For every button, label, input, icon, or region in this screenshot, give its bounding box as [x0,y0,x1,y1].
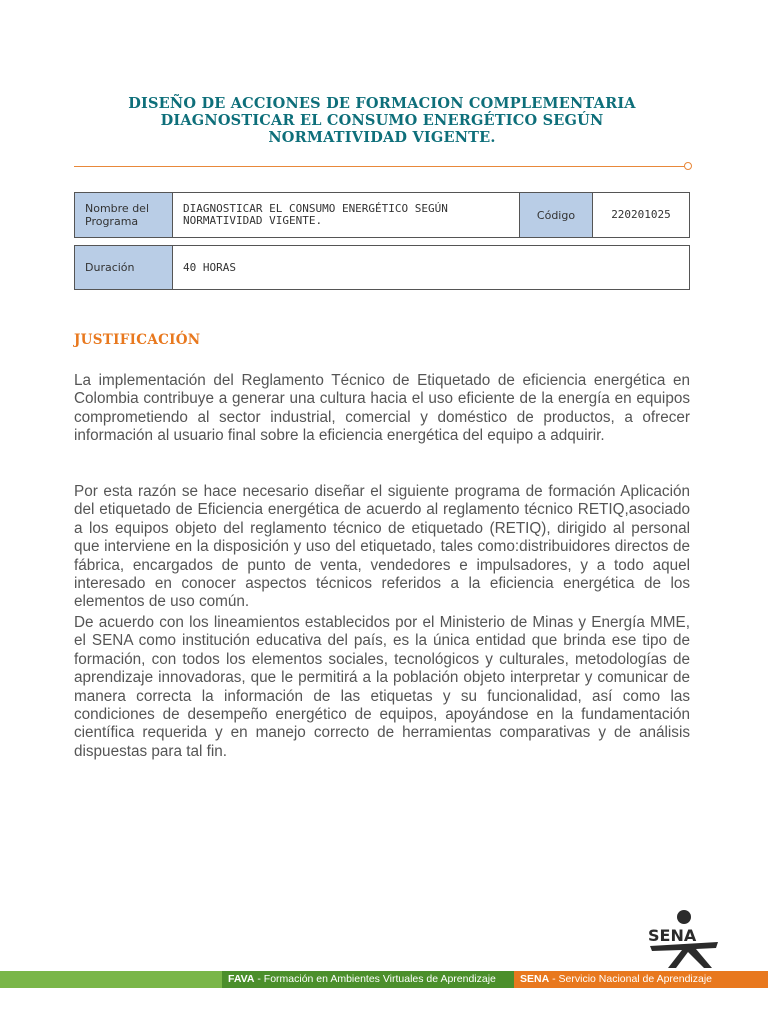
divider-end-dot [684,162,692,170]
justification-paragraph-1: La implementación del Reglamento Técnico de Etiquetado de eficiencia energética en Colombia contribuye a generar una cultura hacia el uso eficiente de la energía en equipos comprometiendo al sector industrial, comercial y doméstico de productos, a ofrecer información al usuario final sobre la eficiencia energética del equipo a adquirir. [74,372,690,445]
title-line-3: NORMATIVIDAD VIGENTE. [268,129,496,146]
justification-paragraph-2: Por esta razón se hace necesario diseñar el siguiente programa de formación Aplicación del etiquetado de Eficiencia energética de acuerdo al reglamento técnico RETIQ,asociado a los equipos objeto del reglamento técnico de etiquetado (RETIQ), dirigido al personal que interviene en la disposición y uso del etiquetado, tales como:distribuidores directos de fábrica, encargados de punto de venta, vendedores e impulsadores, y a todo aquel interesado en conocer aspectos técnicos referidos a la eficiencia energética de los elementos de uso común. [74,483,690,611]
sena-description: - Servicio Nacional de Aprendizaje [549,973,713,985]
program-name-value: DIAGNOSTICAR EL CONSUMO ENERGÉTICO SEGÚN NORMATIVIDAD VIGENTE. [173,193,520,238]
sena-footer-text [520,971,712,988]
footer-bar [0,971,768,988]
sena-logo-icon [646,908,724,970]
duration-label: Duración [75,246,173,290]
logo-wordmark: SENA [648,926,697,945]
fava-description: - Formación en Ambientes Virtuales de Aprendizaje [254,973,496,985]
justification-heading: JUSTIFICACIÓN [74,332,201,348]
title-line-1: DISEÑO DE ACCIONES DE FORMACION COMPLEMENTARIA [128,95,636,112]
program-name-label: Nombre del Programa [75,193,173,238]
justification-paragraph-3: De acuerdo con los lineamientos establecidos por el Ministerio de Minas y Energía MME, el SENA como institución educativa del país, es la única entidad que brinda ese tipo de formación, con todos los elementos sociales, tecnológicos y culturales, metodologías de aprendizaje innovadoras, que le permitirá a la población objeto interpretar y comunicar de manera correcta la información de las etiquetas y su funcionalidad, así como las condiciones de desempeño energético de equipos, apoyándose en la fundamentación científica requerida y en manejo correcto de herramientas comparativas y de análisis dispuestas para tal fin. [74,614,690,760]
logo-head-icon [677,910,691,924]
document-title [74,95,690,146]
program-code-value: 220201025 [593,193,690,238]
duration-table [74,245,690,290]
program-code-label: Código [520,193,593,238]
program-info-table [74,192,690,238]
duration-value: 40 HORAS [173,246,690,290]
fava-footer-text [228,971,496,988]
title-line-2: DIAGNOSTICAR EL CONSUMO ENERGÉTICO SEGÚN [160,112,604,129]
table-row [75,246,690,290]
logo-figure-icon [650,942,718,968]
title-divider [74,166,685,167]
table-row [75,193,690,238]
fava-abbr: FAVA [228,973,255,985]
sena-abbr: SENA [520,973,550,985]
